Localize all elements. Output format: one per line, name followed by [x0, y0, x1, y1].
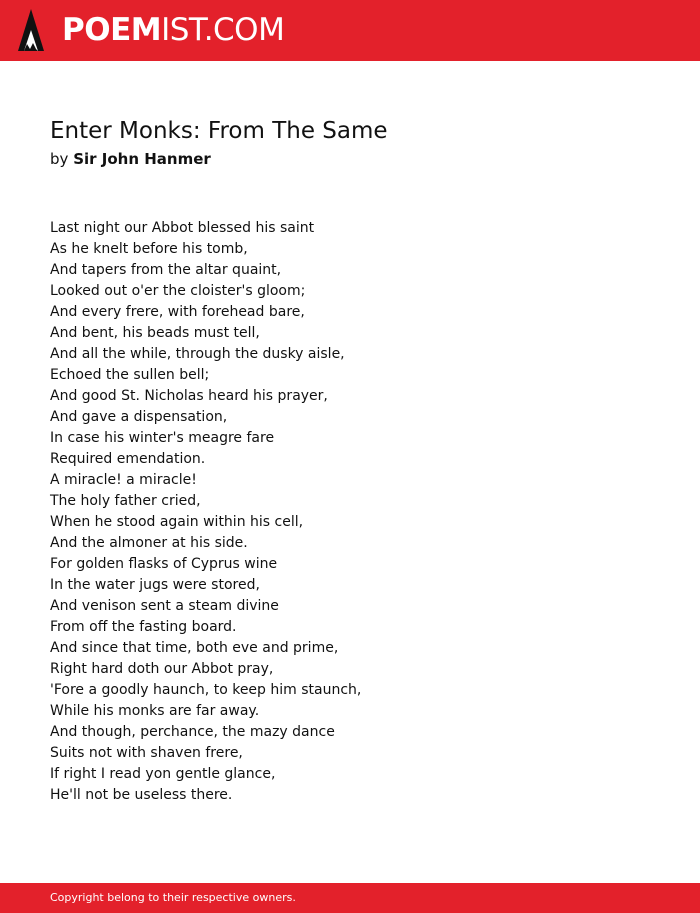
- poem-line: And the almoner at his side.: [50, 535, 248, 551]
- poem-line: While his monks are far away.: [50, 703, 260, 719]
- poem-line: And every frere, with forehead bare,: [50, 304, 305, 320]
- poem-line: As he knelt before his tomb,: [50, 241, 248, 257]
- poem-line: And bent, his beads must tell,: [50, 325, 260, 341]
- poem-line: When he stood again within his cell,: [50, 514, 304, 530]
- poem-line: The holy father cried,: [50, 493, 201, 509]
- poem-line: In the water jugs were stored,: [50, 577, 260, 593]
- poem-line: In case his winter's meagre fare: [50, 430, 275, 446]
- poem-line: Last night our Abbot blessed his saint: [50, 220, 315, 236]
- poem-line: Suits not with shaven frere,: [50, 745, 243, 761]
- poem-line: From off the fasting board.: [50, 619, 237, 635]
- poem-line: For golden flasks of Cyprus wine: [50, 556, 278, 572]
- poem-line: Echoed the sullen bell;: [50, 367, 210, 383]
- poem-line: He'll not be useless there.: [50, 787, 233, 803]
- poem-line: And gave a dispensation,: [50, 409, 228, 425]
- poem-body: [50, 218, 361, 806]
- poem-line: If right I read yon gentle glance,: [50, 766, 276, 782]
- poem-line: A miracle! a miracle!: [50, 472, 197, 488]
- poem-line: 'Fore a goodly haunch, to keep him staunch,: [50, 682, 362, 698]
- by-label: by: [50, 150, 69, 168]
- poem-title: Enter Monks: From The Same: [50, 118, 388, 144]
- poem-line: And though, perchance, the mazy dance: [50, 724, 335, 740]
- pencil-icon: [18, 9, 44, 51]
- author-name: Sir John Hanmer: [73, 150, 211, 168]
- poem-line: And good St. Nicholas heard his prayer,: [50, 388, 328, 404]
- copyright-text: Copyright belong to their respective owners.: [50, 891, 296, 904]
- site-logo[interactable]: [62, 11, 284, 49]
- byline: [50, 148, 211, 170]
- poem-line: And tapers from the altar quaint,: [50, 262, 282, 278]
- poem-line: Right hard doth our Abbot pray,: [50, 661, 274, 677]
- logo-light-text: IST.COM: [161, 12, 285, 48]
- poem-line: And since that time, both eve and prime,: [50, 640, 339, 656]
- poem-line: And all the while, through the dusky aisle,: [50, 346, 345, 362]
- poem-line: Looked out o'er the cloister's gloom;: [50, 283, 306, 299]
- site-footer: [0, 883, 700, 913]
- poem-line: And venison sent a steam divine: [50, 598, 279, 614]
- poem-line: Required emendation.: [50, 451, 206, 467]
- logo-bold-text: POEM: [62, 12, 162, 48]
- site-header: [0, 0, 700, 61]
